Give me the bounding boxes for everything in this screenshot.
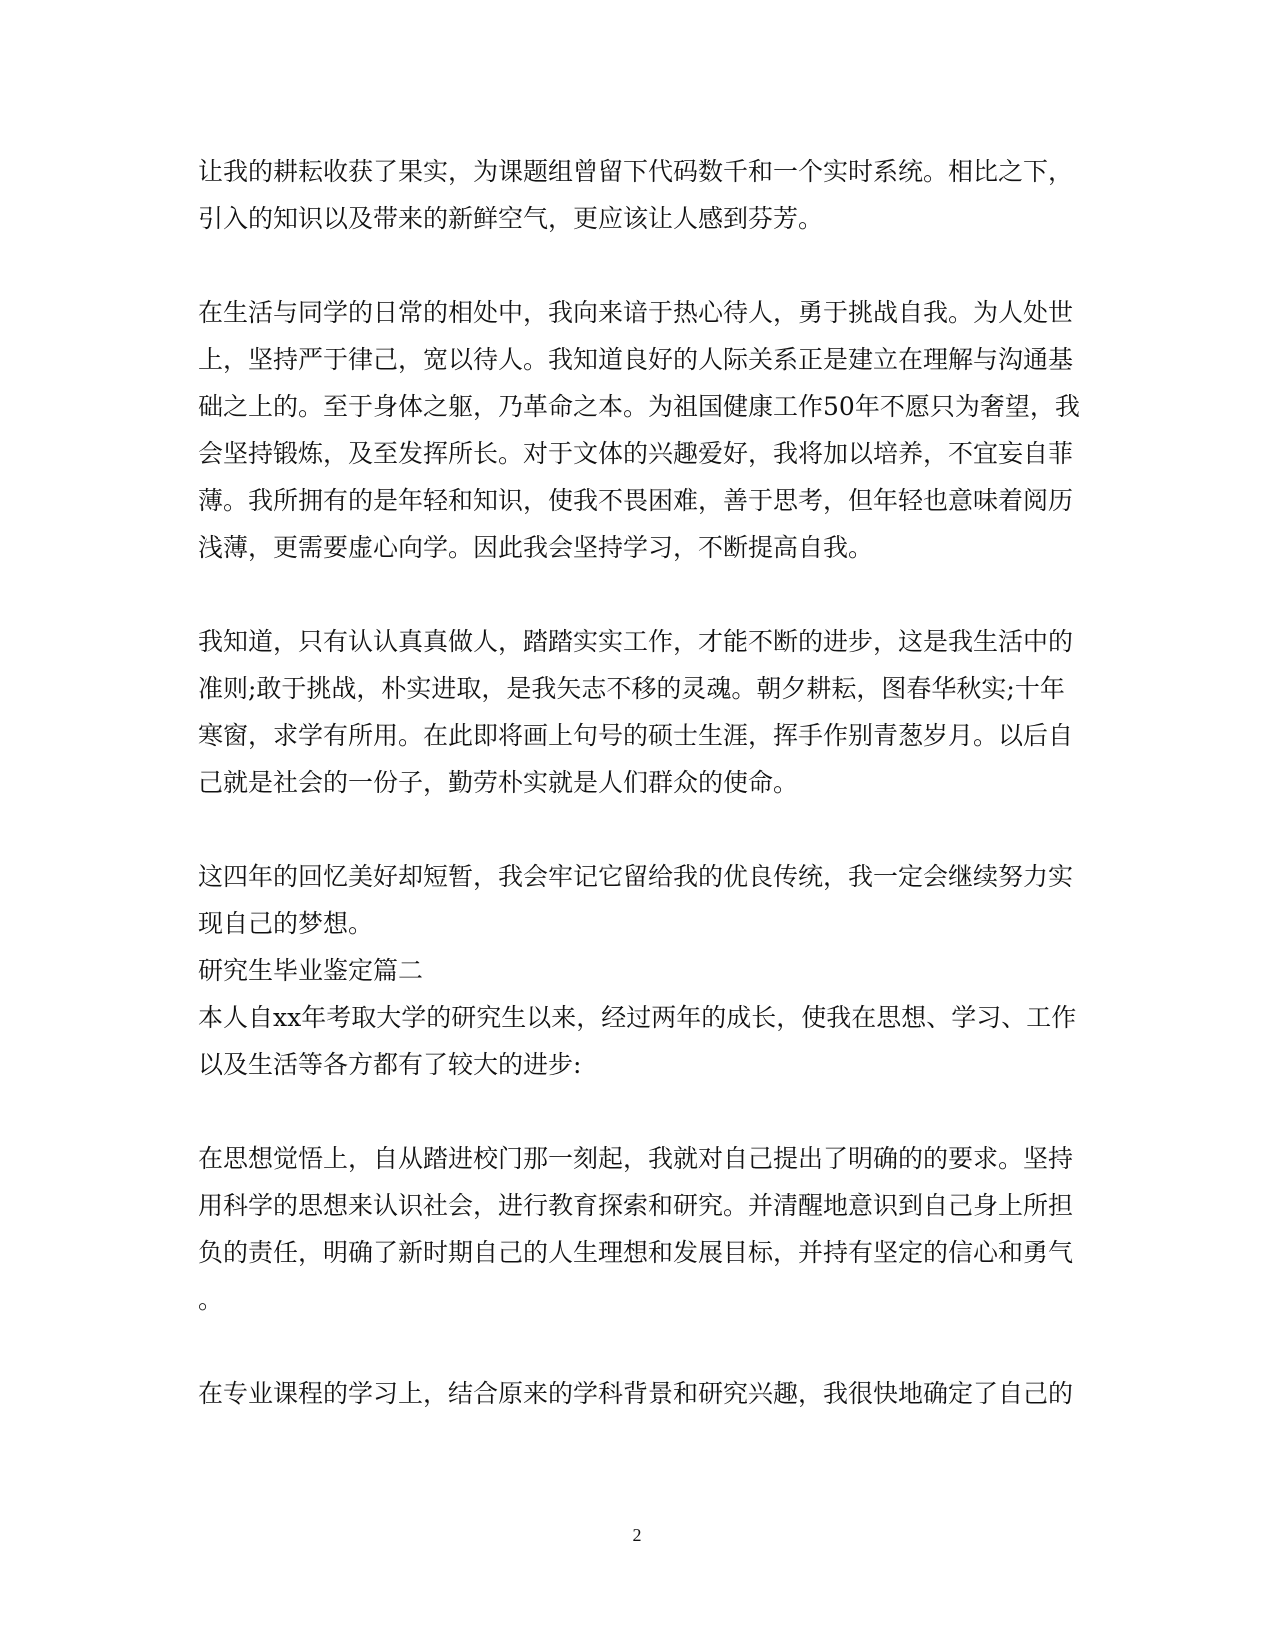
page-number: 2 xyxy=(632,1525,642,1545)
text-line: 在专业课程的学习上，结合原来的学科背景和研究兴趣，我很快地确定了自己的 xyxy=(198,1379,1074,1408)
text-line: 础之上的。至于身体之躯，乃革命之本。为祖国健康工作50年不愿只为奢望，我 xyxy=(198,392,1080,421)
text-line: 。 xyxy=(198,1285,224,1314)
text-line: 准则;敢于挑战，朴实进取，是我矢志不移的灵魂。朝夕耕耘，图春华秋实;十年 xyxy=(198,674,1065,703)
text-line: 会坚持锻炼，及至发挥所长。对于文体的兴趣爱好，我将加以培养，不宜妄自菲 xyxy=(198,439,1074,468)
text-line: 寒窗，求学有所用。在此即将画上句号的硕士生涯，挥手作别青葱岁月。以后自 xyxy=(198,721,1074,750)
text-line: 薄。我所拥有的是年轻和知识，使我不畏困难，善于思考，但年轻也意味着阅历 xyxy=(198,486,1074,515)
text-line: 引入的知识以及带来的新鲜空气，更应该让人感到芬芳。 xyxy=(198,204,824,233)
text-line: 上，坚持严于律己，宽以待人。我知道良好的人际关系正是建立在理解与沟通基 xyxy=(198,345,1074,374)
text-line: 在生活与同学的日常的相处中，我向来谙于热心待人，勇于挑战自我。为人处世 xyxy=(198,298,1074,327)
text-line: 以及生活等各方都有了较大的进步: xyxy=(198,1050,582,1079)
text-line: 这四年的回忆美好却短暂，我会牢记它留给我的优良传统，我一定会继续努力实 xyxy=(198,862,1074,891)
text-line: 己就是社会的一份子，勤劳朴实就是人们群众的使命。 xyxy=(198,768,799,797)
text-line: 现自己的梦想。 xyxy=(198,909,374,938)
text-line: 用科学的思想来认识社会，进行教育探索和研究。并清醒地意识到自己身上所担 xyxy=(198,1191,1074,1220)
section-heading: 研究生毕业鉴定篇二 xyxy=(198,956,424,985)
text-line: 我知道，只有认认真真做人，踏踏实实工作，才能不断的进步，这是我生活中的 xyxy=(198,627,1074,656)
text-line: 浅薄，更需要虚心向学。因此我会坚持学习，不断提高自我。 xyxy=(198,533,874,562)
text-line: 负的责任，明确了新时期自己的人生理想和发展目标，并持有坚定的信心和勇气 xyxy=(198,1238,1074,1267)
text-line: 本人自xx年考取大学的研究生以来，经过两年的成长，使我在思想、学习、工作 xyxy=(198,1003,1077,1032)
text-line: 在思想觉悟上，自从踏进校门那一刻起，我就对自己提出了明确的的要求。坚持 xyxy=(198,1144,1074,1173)
text-line: 让我的耕耘收获了果实，为课题组曾留下代码数千和一个实时系统。相比之下， xyxy=(198,157,1074,186)
